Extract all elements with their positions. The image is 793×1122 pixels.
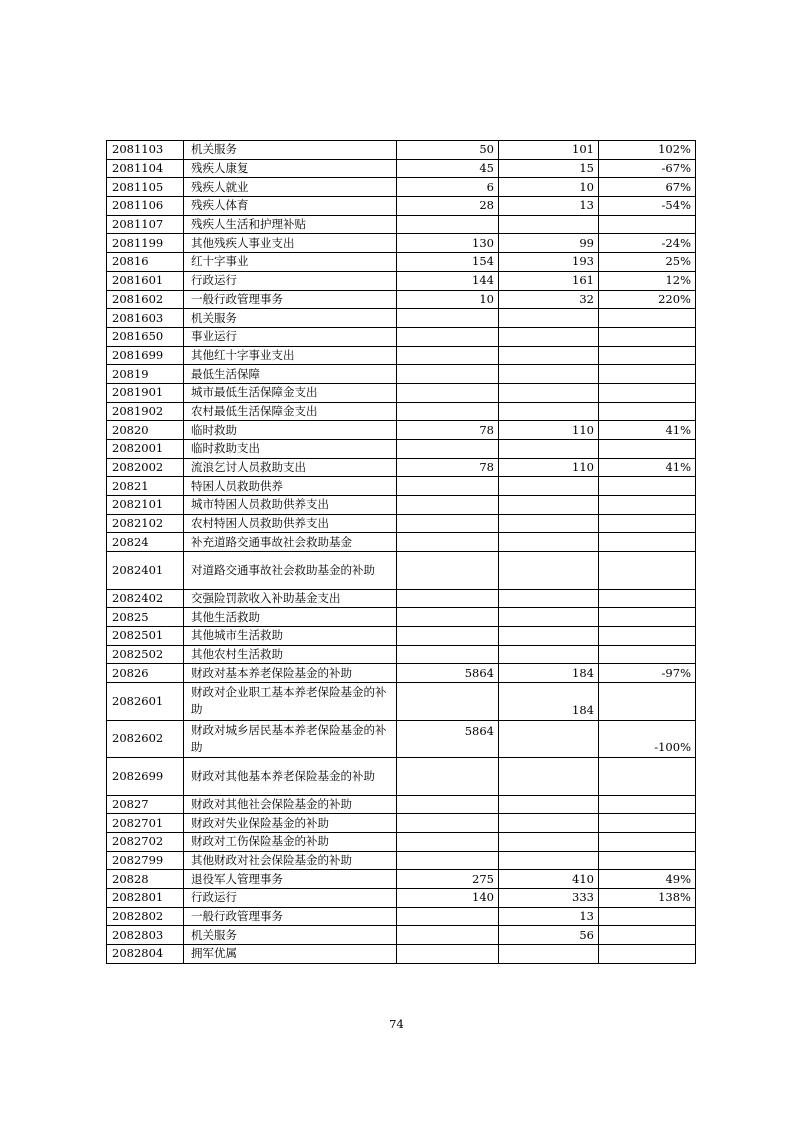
row-name-cell: 残疾人生活和护理补贴 — [184, 215, 397, 234]
row-code-cell: 20820 — [107, 421, 184, 440]
row-value-curr-cell: 184 — [499, 683, 599, 721]
budget-table — [106, 140, 696, 964]
row-name-cell: 财政对其他社会保险基金的补助 — [184, 795, 397, 814]
row-code-cell: 2081601 — [107, 271, 184, 290]
row-change-pct-cell — [599, 552, 696, 590]
row-code-cell: 2081199 — [107, 234, 184, 253]
table-row — [107, 514, 696, 533]
row-code-cell: 2081902 — [107, 402, 184, 421]
row-code-cell: 20824 — [107, 533, 184, 552]
row-name-cell: 临时救助支出 — [184, 440, 397, 459]
row-value-prev-cell — [397, 795, 499, 814]
row-change-pct-cell: -24% — [599, 234, 696, 253]
table-row — [107, 178, 696, 197]
row-change-pct-cell — [599, 533, 696, 552]
row-value-curr-cell: 13 — [499, 197, 599, 216]
row-name-cell: 财政对基本养老保险基金的补助 — [184, 664, 397, 683]
row-value-curr-cell — [499, 795, 599, 814]
row-value-curr-cell — [499, 514, 599, 533]
row-value-curr-cell — [499, 645, 599, 664]
row-name-cell: 财政对失业保险基金的补助 — [184, 814, 397, 833]
table-row — [107, 496, 696, 515]
table-row — [107, 664, 696, 683]
row-code-cell: 2082799 — [107, 851, 184, 870]
row-value-prev-cell: 45 — [397, 159, 499, 178]
row-value-curr-cell — [499, 627, 599, 646]
table-row — [107, 458, 696, 477]
row-code-cell: 2082001 — [107, 440, 184, 459]
row-change-pct-cell — [599, 365, 696, 384]
row-value-prev-cell: 78 — [397, 458, 499, 477]
row-value-curr-cell — [499, 533, 599, 552]
row-code-cell: 2082802 — [107, 907, 184, 926]
table-row — [107, 870, 696, 889]
row-value-prev-cell — [397, 309, 499, 328]
row-change-pct-cell: -97% — [599, 664, 696, 683]
row-value-prev-cell — [397, 926, 499, 945]
row-value-curr-cell — [499, 945, 599, 964]
row-code-cell: 2082002 — [107, 458, 184, 477]
table-row — [107, 552, 696, 590]
row-value-curr-cell: 193 — [499, 253, 599, 272]
row-code-cell: 2081650 — [107, 327, 184, 346]
row-name-cell: 其他农村生活救助 — [184, 645, 397, 664]
row-name-cell: 一般行政管理事务 — [184, 907, 397, 926]
table-row — [107, 290, 696, 309]
row-value-curr-cell — [499, 477, 599, 496]
row-name-cell: 临时救助 — [184, 421, 397, 440]
row-name-cell: 城市特困人员救助供养支出 — [184, 496, 397, 515]
table-row — [107, 758, 696, 796]
row-name-cell: 财政对企业职工基本养老保险基金的补助 — [184, 683, 397, 721]
row-value-curr-cell: 333 — [499, 889, 599, 908]
row-name-cell: 行政运行 — [184, 271, 397, 290]
row-value-prev-cell: 5864 — [397, 664, 499, 683]
row-value-curr-cell — [499, 851, 599, 870]
row-code-cell: 20825 — [107, 608, 184, 627]
row-value-prev-cell — [397, 477, 499, 496]
row-value-curr-cell: 101 — [499, 141, 599, 160]
row-change-pct-cell: 49% — [599, 870, 696, 889]
row-value-prev-cell — [397, 851, 499, 870]
table-row — [107, 271, 696, 290]
row-value-prev-cell: 50 — [397, 141, 499, 160]
row-name-cell: 退役军人管理事务 — [184, 870, 397, 889]
row-name-cell: 财政对其他基本养老保险基金的补助 — [184, 758, 397, 796]
row-value-prev-cell: 6 — [397, 178, 499, 197]
row-name-cell: 交强险罚款收入补助基金支出 — [184, 589, 397, 608]
row-code-cell: 2081901 — [107, 383, 184, 402]
row-code-cell: 20821 — [107, 477, 184, 496]
table-row — [107, 608, 696, 627]
row-value-prev-cell — [397, 627, 499, 646]
row-code-cell: 2082602 — [107, 720, 184, 758]
row-value-curr-cell: 99 — [499, 234, 599, 253]
table-row — [107, 795, 696, 814]
row-change-pct-cell — [599, 608, 696, 627]
row-change-pct-cell — [599, 627, 696, 646]
row-name-cell: 农村最低生活保障金支出 — [184, 402, 397, 421]
table-row — [107, 907, 696, 926]
table-row — [107, 926, 696, 945]
table-body — [107, 141, 696, 964]
row-value-prev-cell — [397, 552, 499, 590]
row-value-curr-cell: 15 — [499, 159, 599, 178]
table-row — [107, 197, 696, 216]
table-row — [107, 253, 696, 272]
row-code-cell: 2082699 — [107, 758, 184, 796]
row-change-pct-cell — [599, 758, 696, 796]
row-change-pct-cell: 102% — [599, 141, 696, 160]
row-value-prev-cell — [397, 589, 499, 608]
row-value-curr-cell: 56 — [499, 926, 599, 945]
table-row — [107, 234, 696, 253]
row-code-cell: 2082804 — [107, 945, 184, 964]
row-name-cell: 残疾人体育 — [184, 197, 397, 216]
row-code-cell: 2081106 — [107, 197, 184, 216]
row-name-cell: 残疾人康复 — [184, 159, 397, 178]
row-change-pct-cell: 138% — [599, 889, 696, 908]
row-name-cell: 财政对工伤保险基金的补助 — [184, 832, 397, 851]
row-code-cell: 2082601 — [107, 683, 184, 721]
row-value-prev-cell — [397, 832, 499, 851]
row-name-cell: 行政运行 — [184, 889, 397, 908]
row-value-curr-cell — [499, 496, 599, 515]
table-row — [107, 402, 696, 421]
row-code-cell: 2081602 — [107, 290, 184, 309]
row-value-curr-cell — [499, 758, 599, 796]
row-name-cell: 农村特困人员救助供养支出 — [184, 514, 397, 533]
row-change-pct-cell — [599, 945, 696, 964]
row-code-cell: 2081603 — [107, 309, 184, 328]
row-value-prev-cell: 140 — [397, 889, 499, 908]
row-value-curr-cell — [499, 440, 599, 459]
row-value-prev-cell — [397, 533, 499, 552]
row-code-cell: 20826 — [107, 664, 184, 683]
table-row — [107, 383, 696, 402]
row-change-pct-cell: 41% — [599, 458, 696, 477]
row-change-pct-cell — [599, 795, 696, 814]
table-row — [107, 889, 696, 908]
row-code-cell: 20819 — [107, 365, 184, 384]
row-name-cell: 机关服务 — [184, 141, 397, 160]
row-name-cell: 机关服务 — [184, 926, 397, 945]
row-change-pct-cell — [599, 496, 696, 515]
row-value-prev-cell: 10 — [397, 290, 499, 309]
row-value-prev-cell: 275 — [397, 870, 499, 889]
row-name-cell: 其他财政对社会保险基金的补助 — [184, 851, 397, 870]
table-row — [107, 945, 696, 964]
row-change-pct-cell — [599, 645, 696, 664]
row-change-pct-cell — [599, 683, 696, 721]
row-value-prev-cell — [397, 907, 499, 926]
row-value-curr-cell — [499, 589, 599, 608]
row-value-prev-cell: 28 — [397, 197, 499, 216]
row-change-pct-cell — [599, 215, 696, 234]
row-value-prev-cell — [397, 514, 499, 533]
row-code-cell: 2082502 — [107, 645, 184, 664]
table-row — [107, 533, 696, 552]
row-value-curr-cell — [499, 402, 599, 421]
row-value-prev-cell — [397, 365, 499, 384]
row-change-pct-cell: -67% — [599, 159, 696, 178]
row-code-cell: 2081699 — [107, 346, 184, 365]
row-code-cell: 2081104 — [107, 159, 184, 178]
table-row — [107, 141, 696, 160]
row-change-pct-cell — [599, 907, 696, 926]
row-value-prev-cell — [397, 496, 499, 515]
row-value-prev-cell — [397, 383, 499, 402]
row-value-curr-cell — [499, 215, 599, 234]
row-name-cell: 补充道路交通事故社会救助基金 — [184, 533, 397, 552]
row-change-pct-cell: -54% — [599, 197, 696, 216]
table-row — [107, 365, 696, 384]
row-value-prev-cell — [397, 683, 499, 721]
row-value-curr-cell — [499, 327, 599, 346]
row-change-pct-cell — [599, 477, 696, 496]
row-change-pct-cell — [599, 383, 696, 402]
row-name-cell: 财政对城乡居民基本养老保险基金的补助 — [184, 720, 397, 758]
row-value-prev-cell: 5864 — [397, 720, 499, 758]
row-value-prev-cell — [397, 215, 499, 234]
row-value-curr-cell — [499, 814, 599, 833]
row-code-cell: 2081105 — [107, 178, 184, 197]
row-value-curr-cell — [499, 720, 599, 758]
table-row — [107, 346, 696, 365]
row-name-cell: 其他红十字事业支出 — [184, 346, 397, 365]
row-name-cell: 城市最低生活保障金支出 — [184, 383, 397, 402]
row-change-pct-cell: 67% — [599, 178, 696, 197]
row-value-prev-cell: 78 — [397, 421, 499, 440]
row-value-curr-cell — [499, 608, 599, 627]
row-name-cell: 其他残疾人事业支出 — [184, 234, 397, 253]
table-row — [107, 832, 696, 851]
row-value-curr-cell — [499, 552, 599, 590]
table-row — [107, 215, 696, 234]
row-code-cell: 2082401 — [107, 552, 184, 590]
row-value-curr-cell — [499, 832, 599, 851]
row-value-prev-cell — [397, 440, 499, 459]
row-change-pct-cell — [599, 402, 696, 421]
row-change-pct-cell — [599, 589, 696, 608]
row-change-pct-cell — [599, 346, 696, 365]
row-name-cell: 流浪乞讨人员救助支出 — [184, 458, 397, 477]
row-code-cell: 20828 — [107, 870, 184, 889]
row-value-curr-cell: 161 — [499, 271, 599, 290]
row-name-cell: 事业运行 — [184, 327, 397, 346]
row-change-pct-cell: 41% — [599, 421, 696, 440]
row-value-prev-cell — [397, 346, 499, 365]
row-change-pct-cell — [599, 309, 696, 328]
row-change-pct-cell — [599, 832, 696, 851]
row-name-cell: 最低生活保障 — [184, 365, 397, 384]
row-value-curr-cell: 110 — [499, 458, 599, 477]
row-value-prev-cell — [397, 645, 499, 664]
row-code-cell: 2082702 — [107, 832, 184, 851]
row-value-curr-cell — [499, 365, 599, 384]
row-value-prev-cell — [397, 608, 499, 627]
row-change-pct-cell — [599, 440, 696, 459]
row-value-curr-cell: 110 — [499, 421, 599, 440]
row-value-prev-cell — [397, 814, 499, 833]
row-value-prev-cell — [397, 945, 499, 964]
row-change-pct-cell — [599, 926, 696, 945]
row-value-curr-cell: 410 — [499, 870, 599, 889]
row-name-cell: 残疾人就业 — [184, 178, 397, 197]
table-row — [107, 309, 696, 328]
row-value-prev-cell: 130 — [397, 234, 499, 253]
row-code-cell: 2082402 — [107, 589, 184, 608]
row-code-cell: 2082801 — [107, 889, 184, 908]
row-code-cell: 2081107 — [107, 215, 184, 234]
row-code-cell: 2082501 — [107, 627, 184, 646]
row-name-cell: 特困人员救助供养 — [184, 477, 397, 496]
table-row — [107, 851, 696, 870]
row-code-cell: 2082803 — [107, 926, 184, 945]
row-name-cell: 其他城市生活救助 — [184, 627, 397, 646]
row-change-pct-cell — [599, 327, 696, 346]
row-code-cell: 2082101 — [107, 496, 184, 515]
table-row — [107, 440, 696, 459]
row-code-cell: 20816 — [107, 253, 184, 272]
row-value-prev-cell — [397, 402, 499, 421]
row-name-cell: 红十字事业 — [184, 253, 397, 272]
row-change-pct-cell — [599, 851, 696, 870]
row-value-curr-cell: 184 — [499, 664, 599, 683]
table-row — [107, 645, 696, 664]
table-row — [107, 327, 696, 346]
row-name-cell: 对道路交通事故社会救助基金的补助 — [184, 552, 397, 590]
row-value-curr-cell: 10 — [499, 178, 599, 197]
row-value-prev-cell: 154 — [397, 253, 499, 272]
row-code-cell: 2081103 — [107, 141, 184, 160]
row-value-curr-cell: 32 — [499, 290, 599, 309]
row-value-prev-cell: 144 — [397, 271, 499, 290]
table-row — [107, 421, 696, 440]
row-change-pct-cell: -100% — [599, 720, 696, 758]
row-value-curr-cell — [499, 309, 599, 328]
table-row — [107, 589, 696, 608]
row-name-cell: 其他生活救助 — [184, 608, 397, 627]
row-code-cell: 2082102 — [107, 514, 184, 533]
table-row — [107, 683, 696, 721]
row-code-cell: 20827 — [107, 795, 184, 814]
row-code-cell: 2082701 — [107, 814, 184, 833]
row-value-prev-cell — [397, 758, 499, 796]
row-change-pct-cell — [599, 514, 696, 533]
table-row — [107, 477, 696, 496]
row-name-cell: 一般行政管理事务 — [184, 290, 397, 309]
row-value-curr-cell: 13 — [499, 907, 599, 926]
page-number: 74 — [389, 1017, 404, 1031]
table-row — [107, 814, 696, 833]
row-change-pct-cell: 25% — [599, 253, 696, 272]
row-change-pct-cell — [599, 814, 696, 833]
row-value-prev-cell — [397, 327, 499, 346]
table-row — [107, 720, 696, 758]
table-row — [107, 627, 696, 646]
row-name-cell: 拥军优属 — [184, 945, 397, 964]
row-change-pct-cell: 220% — [599, 290, 696, 309]
row-value-curr-cell — [499, 346, 599, 365]
row-change-pct-cell: 12% — [599, 271, 696, 290]
row-value-curr-cell — [499, 383, 599, 402]
row-name-cell: 机关服务 — [184, 309, 397, 328]
table-row — [107, 159, 696, 178]
